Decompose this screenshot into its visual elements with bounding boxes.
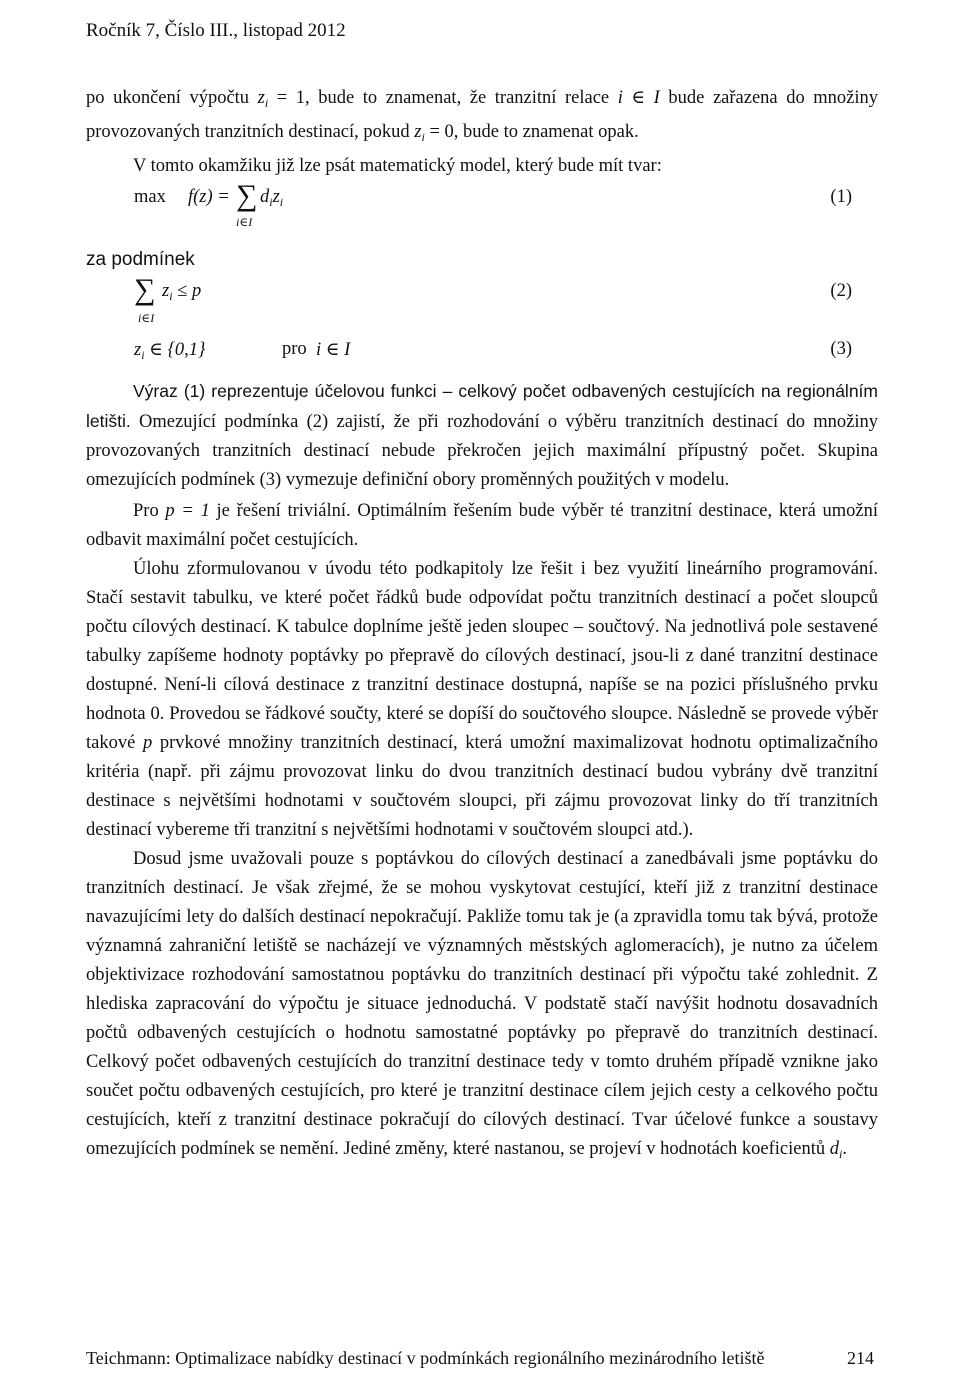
text: je řešení triviální. Optimálním řešením bude výběr té tranzitní destinace, která umožní odbavit maximální počet cestujících. — [86, 501, 879, 550]
text-sans: Výraz (1) reprezentuje účelovou funkci – celkový počet odbavených cestujících na regionálním letišti. — [86, 381, 878, 431]
eq3-lhs: $z_i$ ∈ {0,1} — [134, 340, 206, 362]
math-expr: p = 1 — [165, 501, 210, 521]
footer-text: Teichmann: Optimalizace nabídky destinací v podmínkách regionálního mezinárodního letiště — [86, 1348, 765, 1368]
text: bude zařazena do množiny provozovaných tranzitních destinací, pokud — [86, 88, 879, 142]
text: , bude to znamenat, že tranzitní relace — [305, 88, 610, 108]
paragraph-2: V tomto okamžiku již lze psát matematický model, který bude mít tvar: — [133, 156, 662, 176]
text: Omezující podmínka (2) zajistí, že při rozhodování o výběru tranzitních destinací do množiny provozovaných tranzitních destinací nebude překročen jejich maximální přípustný počet. Skupina omezujících podmínek (3) vymezuje definiční obory proměnných použitých v modelu. — [86, 412, 878, 490]
paragraph-6 — [86, 845, 878, 1169]
eq2-body: $z_i \le p$ — [162, 281, 202, 303]
eq1-max: max — [134, 187, 166, 207]
page-number: 214 — [847, 1348, 874, 1368]
math-var: d — [829, 1139, 839, 1159]
math-rest: = 0 — [424, 122, 454, 142]
text: prvkové množiny tranzitních destinací, která umožní maximalizovat hodnotu optimalizačního kritéria (např. při zájmu provozovat linku do dvou tranzitních destinací budou vybrány dvě tranzitní destinace s největšími hodnotami v součtovém sloupci, při zájmu provozovat linky do tří tranzitních destinací vybereme tři tranzitní s největšími hodnotami v součtovém sloupci atd.). — [86, 733, 878, 840]
document-body — [86, 84, 878, 1169]
conditions-label: za podmínek — [86, 249, 195, 270]
sum-index: i∈I — [236, 215, 253, 229]
eq3-pro: pro — [282, 339, 307, 359]
math-var: z — [414, 122, 422, 142]
text: Dosud jsme uvažovali pouze s poptávkou do cílových destinací a zanedbávali jsme poptávku do tranzitních destinací. Je však zřejmé, že se mohou vyskytovat cestující, kteří již z tranzitní destinace navazujícími lety do dalších destinací nepokračují. Pakliže tomu tak je (a zpravidla tomu tak bývá, protože významná zahraniční letiště se nacházejí ve významných městských aglomeracích), je nutno za účelem objektivizace rozhodování samostatnou poptávku do tranzitních destinací při výpočtu také zohlednit. Z hlediska zapracování do výpočtu je situace jednoduchá. V podstatě stačí navýšit hodnotu dosavadních počtů odbavených cestujících o hodnotu samostatné poptávky po přepravě do tranzitních destinací. Celkový počet odbavených cestujících do tranzitní destinace tedy v tomto druhém případě vznikne jako součet počtu odbavených cestujících, pro které je tranzitní destinace cílem jejich cesty a celkového počtu cestujících, kteří z tranzitní destinace pokračují do cílových destinací. Tvar účelové funkce a soustavy omezujících podmínek se nemění. Jediné změny, které nastanou, se projeví v hodnotách koeficientů — [86, 849, 878, 1159]
sum-index: i∈I — [138, 311, 155, 325]
sum-symbol: ∑ — [134, 273, 156, 306]
text: Pro — [133, 501, 159, 521]
paragraph-4 — [86, 497, 878, 555]
math-var: z — [257, 88, 265, 108]
math-expr: i ∈ I — [617, 88, 660, 108]
text: po ukončení výpočtu — [86, 88, 250, 108]
text: Úlohu zformulovanou v úvodu této podkapitoly lze řešit i bez využití lineárního programování. Stačí sestavit tabulku, ve které počet řádků bude odpovídat počtu tranzitních destinací a počet sloupců počtu cílových destinací. K tabulce doplníme ještě jeden sloupec – součtový. Na jednotlivá pole sestavené tabulky zapíšeme hodnoty poptávky po přepravě do cílových destinací, jsou-li z dané tranzitní destinace dostupné. Není-li cílová destinace z tranzitní destinace dostupná, napíše se na pozici příslušného prvku hodnota 0. Provedou se řádkové součty, které se dopíší do součtového sloupce. Následně se provede výběr takové — [86, 559, 878, 753]
paragraph-3 — [86, 377, 878, 495]
eq1-body: $d_iz_i$ — [260, 187, 284, 209]
page-header: Ročník 7, Číslo III., listopad 2012 — [86, 20, 346, 41]
text: . — [842, 1139, 847, 1159]
math-sub: i — [421, 130, 425, 144]
equation-number: (1) — [830, 187, 852, 207]
page-footer — [86, 1348, 874, 1369]
text: , bude to znamenat opak. — [453, 122, 639, 142]
math-sub: i — [264, 96, 269, 110]
eq3-cond: i ∈ I — [316, 340, 351, 360]
math-rest: = 1 — [268, 88, 306, 108]
math-sub: i — [838, 1147, 843, 1161]
equation-2 — [86, 273, 878, 335]
paragraph-5 — [86, 555, 878, 845]
eq1-lhs: f(z) = — [188, 187, 230, 207]
math-var: p — [142, 733, 153, 753]
equation-3 — [86, 335, 878, 377]
equation-number: (3) — [830, 339, 852, 359]
equation-1 — [86, 181, 878, 243]
sum-symbol: ∑ — [236, 179, 258, 212]
paragraph-1 — [86, 84, 878, 152]
equation-number: (2) — [830, 281, 852, 301]
